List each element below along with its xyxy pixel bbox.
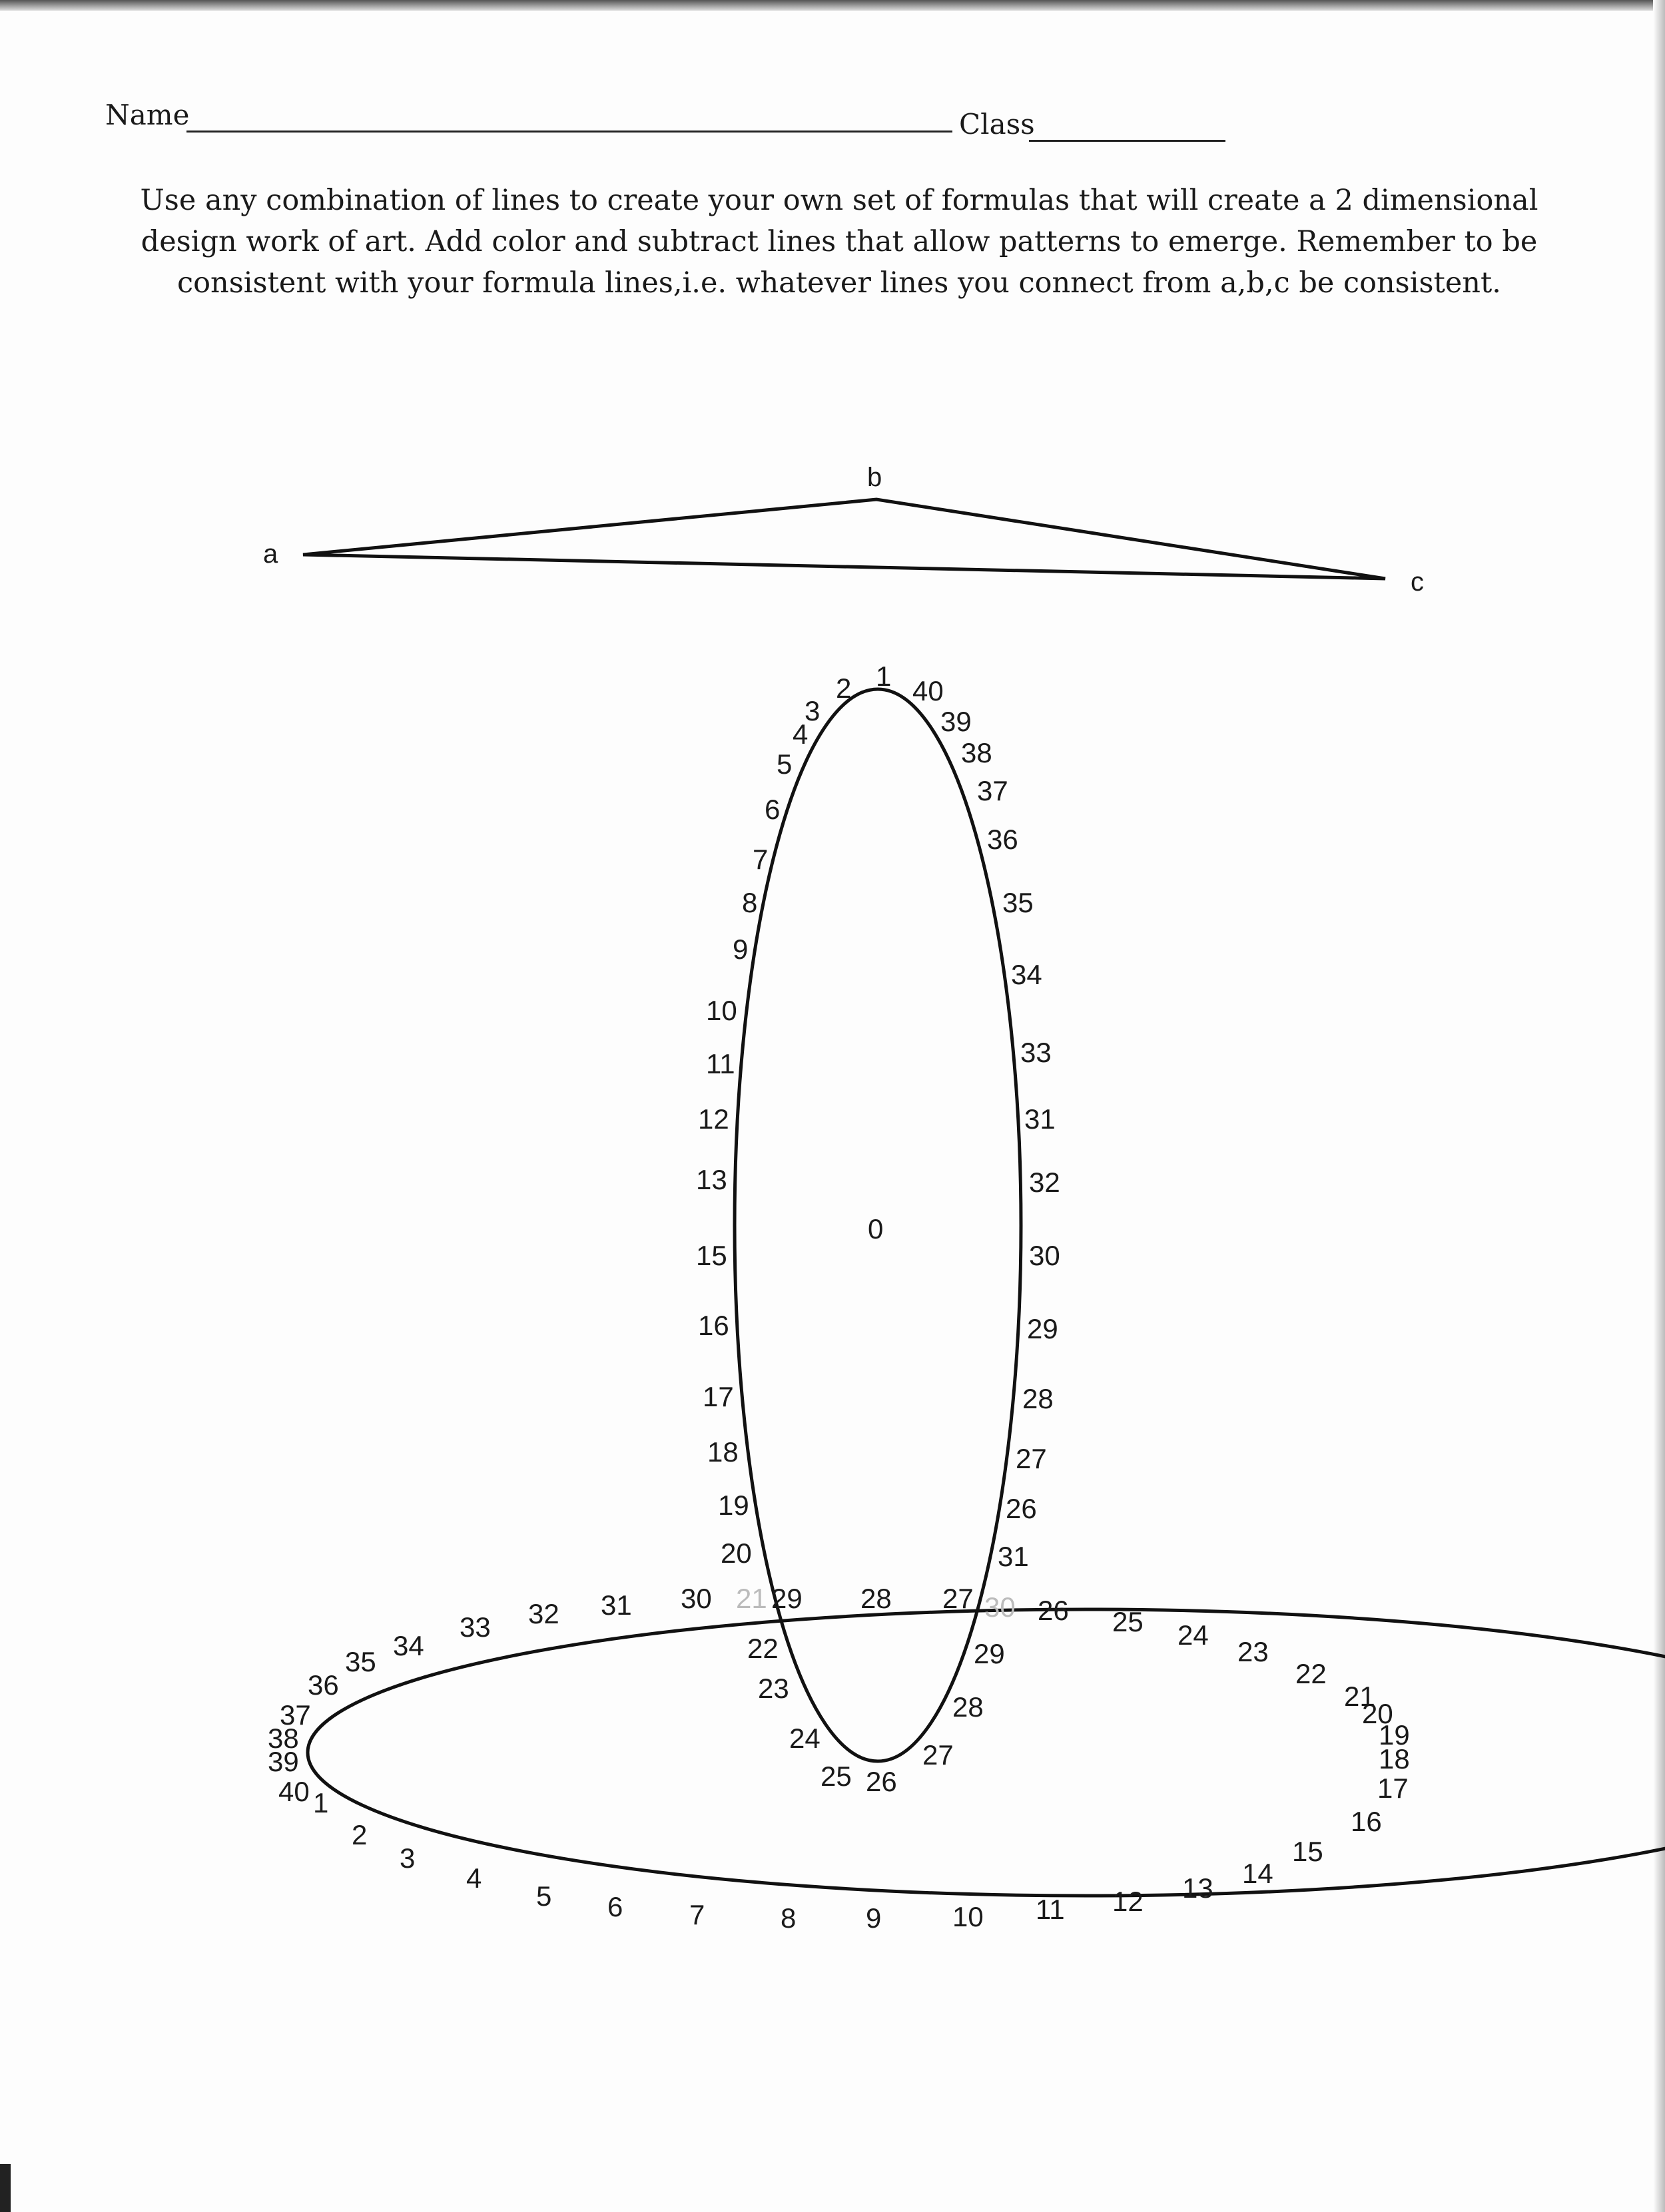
v-left-label: 6 (765, 794, 781, 825)
v-left-label: 2 (836, 673, 852, 704)
v-left-label: 13 (696, 1164, 727, 1195)
triangle-label-c: c (1411, 567, 1424, 597)
h-left-label: 34 (393, 1630, 424, 1661)
v-right-label: 39 (940, 706, 972, 737)
h-top-label: 23 (1237, 1636, 1269, 1667)
h-bottom-label: 14 (1242, 1858, 1273, 1889)
v-left-label: 22 (747, 1633, 779, 1664)
abc-triangle (303, 499, 1385, 579)
v-right-label: 35 (1002, 887, 1034, 918)
v-left-label: 7 (753, 844, 769, 875)
h-left-label: 31 (601, 1589, 632, 1621)
v-left-label: 17 (703, 1381, 734, 1412)
h-top-label: 22 (1295, 1658, 1327, 1689)
instructions-text: Use any combination of lines to create your own set of formulas that will create a 2 dimensional design work of art. Add color and subtract lines that allow patterns to emerge. Remember to be consistent with your formula lines,i.e. whatever lines you connect from a,b,c be consistent. (140, 184, 1538, 300)
name-label: Name (105, 99, 190, 131)
v-left-label: 19 (718, 1490, 749, 1521)
h-top-label: 25 (1112, 1606, 1144, 1637)
v-left-label: 12 (698, 1103, 729, 1135)
h-bottom-label: 5 (536, 1880, 552, 1912)
v-right-label: 31 (1024, 1103, 1056, 1135)
triangle-label-a: a (263, 539, 278, 569)
h-bottom-label: 12 (1112, 1886, 1144, 1917)
h-top-label: 29 (771, 1583, 803, 1614)
h-left-label: 32 (528, 1598, 559, 1629)
h-bottom-label: 6 (607, 1891, 623, 1922)
h-bottom-label: 11 (1036, 1894, 1065, 1925)
center-label: 0 (868, 1213, 884, 1244)
v-left-label: 15 (696, 1240, 727, 1271)
v-left-label: 9 (733, 934, 749, 965)
v-left-label: 3 (805, 695, 821, 726)
h-bottom-label: 3 (400, 1842, 416, 1874)
v-right-label: 28 (1022, 1383, 1054, 1414)
h-bottom-label: 2 (352, 1819, 368, 1850)
h-top-label: 28 (860, 1583, 892, 1614)
v-left-label: 8 (742, 887, 758, 918)
v-left-label: 11 (706, 1048, 735, 1079)
v-left-label: 4 (793, 718, 809, 750)
h-bottom-label: 9 (866, 1902, 882, 1934)
h-left-label: 33 (460, 1611, 491, 1643)
v-left-label: 18 (707, 1436, 739, 1468)
h-top-label: 30 (984, 1591, 1016, 1623)
h-bottom-label: 10 (952, 1901, 984, 1932)
triangle-label-b: b (867, 463, 882, 492)
v-left-label: 24 (789, 1723, 821, 1754)
h-top-label: 19 (1379, 1719, 1410, 1751)
h-bottom-label: 4 (466, 1862, 482, 1894)
v-right-label: 29 (974, 1638, 1005, 1669)
h-top-label: 26 (1038, 1595, 1069, 1626)
v-right-label: 40 (912, 675, 944, 706)
v-right-label: 32 (1029, 1167, 1060, 1198)
v-right-label: 36 (987, 824, 1018, 855)
v-left-label: 10 (706, 995, 737, 1026)
h-left-label: 37 (280, 1699, 311, 1731)
h-left-label: 36 (308, 1669, 339, 1701)
v-right-label: 1 (876, 661, 892, 692)
h-bottom-label: 13 (1182, 1872, 1213, 1904)
h-bottom-label: 8 (781, 1902, 797, 1934)
h-top-label: 21 (1344, 1681, 1375, 1712)
h-top-label: 27 (942, 1583, 974, 1614)
v-right-label: 33 (1020, 1037, 1052, 1068)
v-left-label: 25 (821, 1761, 852, 1792)
v-right-label: 27 (1016, 1443, 1047, 1474)
v-right-label: 26 (866, 1766, 897, 1797)
h-left-label: 35 (345, 1646, 376, 1677)
v-right-label: 30 (1029, 1240, 1060, 1271)
v-right-label: 28 (952, 1691, 984, 1723)
v-left-label: 16 (698, 1310, 729, 1341)
v-right-label: 34 (1011, 959, 1042, 990)
h-top-label: 24 (1177, 1619, 1209, 1651)
v-right-label: 38 (961, 737, 992, 768)
v-right-label: 29 (1027, 1313, 1058, 1344)
v-right-label: 26 (1006, 1493, 1037, 1524)
h-left-label: 40 (278, 1776, 310, 1807)
h-bottom-label: 15 (1292, 1836, 1323, 1867)
class-label: Class (959, 108, 1035, 140)
h-top-label: 20 (1362, 1698, 1393, 1729)
h-top-label: 21 (736, 1583, 767, 1614)
v-right-label: 31 (998, 1541, 1029, 1572)
scan-edge-mark (0, 2164, 11, 2212)
v-right-label: 27 (922, 1739, 954, 1771)
h-left-label: 39 (268, 1746, 299, 1777)
v-left-label: 23 (758, 1673, 789, 1704)
h-bottom-label: 7 (689, 1899, 705, 1930)
h-top-label: 17 (1377, 1773, 1409, 1804)
h-top-label: 30 (681, 1583, 712, 1614)
h-left-label: 1 (313, 1787, 329, 1818)
h-top-label: 16 (1351, 1806, 1382, 1837)
v-right-label: 37 (977, 775, 1008, 806)
v-left-label: 5 (777, 748, 793, 780)
v-left-label: 20 (721, 1537, 752, 1569)
h-top-label: 18 (1379, 1743, 1410, 1775)
h-left-label: 38 (268, 1723, 299, 1754)
